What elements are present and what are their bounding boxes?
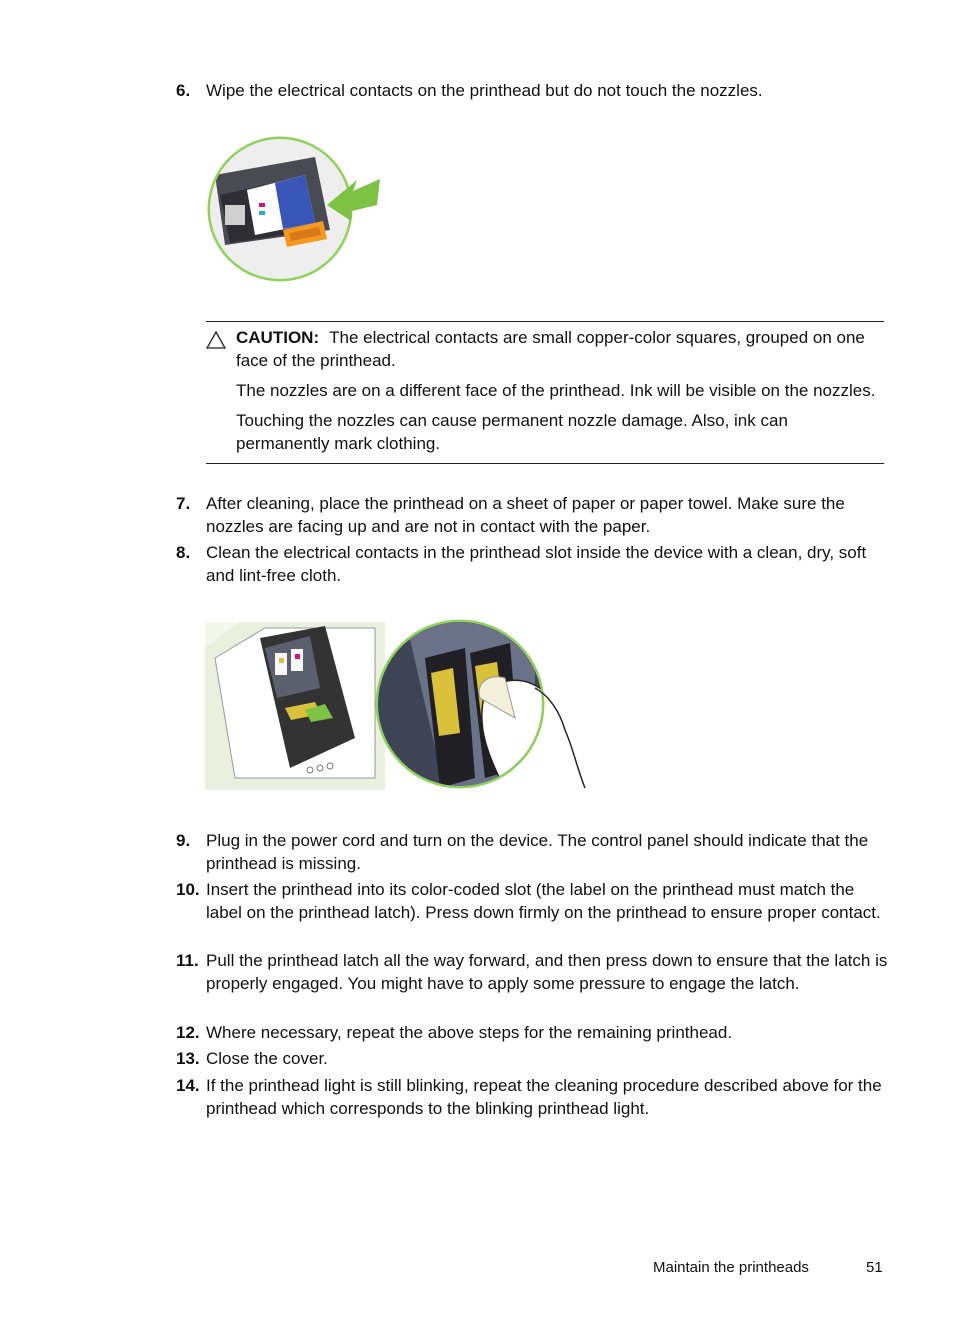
step-10 bbox=[176, 878, 888, 924]
caution-label: CAUTION: bbox=[236, 328, 320, 347]
step-7 bbox=[176, 492, 888, 538]
step-6 bbox=[176, 79, 888, 102]
step-text: Pull the printhead latch all the way forward, and then press down to ensure that the latch is properly engaged. You might have to apply some pressure to engage the latch. bbox=[206, 951, 888, 993]
step-text: If the printhead light is still blinking, repeat the cleaning procedure described above for the printhead which corresponds to the blinking printhead light. bbox=[206, 1076, 882, 1118]
caution-paragraph: The nozzles are on a different face of the printhead. Ink will be visible on the nozzles. bbox=[236, 381, 876, 400]
step-text: After cleaning, place the printhead on a sheet of paper or paper towel. Make sure the nozzles are facing up and are not in contact with the paper. bbox=[206, 494, 845, 536]
step-12 bbox=[176, 1021, 888, 1044]
step-number: 13. bbox=[176, 1049, 200, 1068]
step-11 bbox=[176, 949, 888, 995]
step-text: Plug in the power cord and turn on the device. The control panel should indicate that the printhead is missing. bbox=[206, 831, 869, 873]
footer-section-title: Maintain the printheads bbox=[653, 1259, 809, 1276]
step-number: 7. bbox=[176, 494, 191, 513]
step-number: 12. bbox=[176, 1023, 200, 1042]
printhead-slot-cleaning-illustration bbox=[205, 618, 590, 790]
step-text: Insert the printhead into its color-coded slot (the label on the printhead must match the label on the printhead latch). Press down firmly on the printhead to ensure proper contact. bbox=[206, 880, 881, 922]
step-number: 14. bbox=[176, 1076, 200, 1095]
step-text: Clean the electrical contacts in the printhead slot inside the device with a clean, dry, soft and lint-free cloth. bbox=[206, 543, 867, 585]
step-number: 6. bbox=[176, 81, 191, 100]
step-8 bbox=[176, 541, 888, 587]
step-text: Wipe the electrical contacts on the printhead but do not touch the nozzles. bbox=[206, 81, 763, 100]
step-13 bbox=[176, 1047, 888, 1070]
caution-triangle-icon bbox=[206, 331, 226, 349]
page-number: 51 bbox=[866, 1259, 883, 1276]
caution-paragraph: CAUTION: The electrical contacts are small copper-color squares, grouped on one face of the printhead. bbox=[236, 328, 865, 370]
caution-paragraph: Touching the nozzles can cause permanent nozzle damage. Also, ink can permanently mark clothing. bbox=[236, 411, 788, 453]
step-text: Close the cover. bbox=[206, 1049, 328, 1068]
step-number: 10. bbox=[176, 880, 200, 899]
printhead-contacts-illustration bbox=[205, 135, 385, 285]
caution-box bbox=[206, 321, 884, 464]
step-9 bbox=[176, 829, 888, 875]
step-14 bbox=[176, 1074, 888, 1120]
step-number: 8. bbox=[176, 543, 191, 562]
step-number: 9. bbox=[176, 831, 191, 850]
step-text: Where necessary, repeat the above steps for the remaining printhead. bbox=[206, 1023, 733, 1042]
step-number: 11. bbox=[176, 951, 199, 970]
